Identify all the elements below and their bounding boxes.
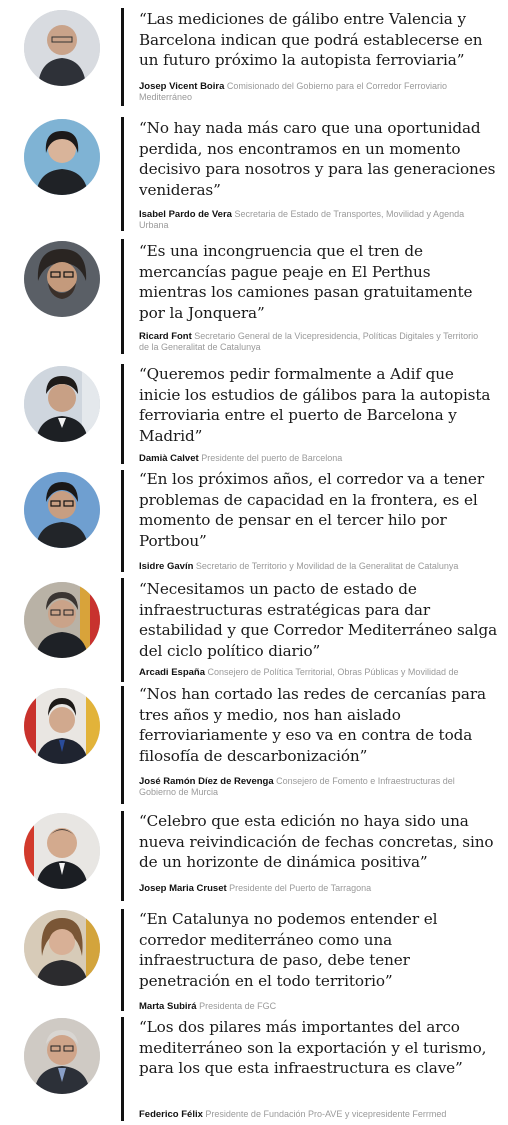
speaker-role: Presidente de Fundación Pro-AVE y vicepresidente Ferrmed (205, 1109, 447, 1119)
divider (121, 8, 124, 106)
quote-text: “Las mediciones de gálibo entre Valencia y Barcelona indican que podrá establecerse en un futuro próximo la autopista ferroviaria” (139, 10, 483, 69)
speaker-name: Damià Calvet (139, 453, 199, 464)
portrait-icon (24, 1018, 100, 1094)
divider (121, 117, 124, 231)
quote-item (0, 682, 508, 807)
divider (121, 1017, 124, 1121)
attribution (139, 883, 489, 894)
speaker-name: Isabel Pardo de Vera (139, 209, 232, 220)
divider (121, 470, 124, 572)
speaker-role: Presidente del puerto de Barcelona (201, 453, 343, 463)
speaker-name: Josep Vicent Boira (139, 81, 225, 92)
quote-item (0, 233, 508, 358)
divider (121, 811, 124, 901)
attribution (139, 209, 489, 231)
speaker-name: Federico Félix (139, 1109, 203, 1120)
speaker-role: Secretario General de la Vicepresidencia, Políticas Digitales y Territorio de la Generalitat de Catalunya (139, 331, 479, 352)
divider (121, 364, 124, 464)
speaker-name: Marta Subirá (139, 1001, 197, 1012)
attribution (139, 776, 489, 798)
attribution (139, 667, 489, 678)
speaker-name: Ricard Font (139, 331, 192, 342)
quote-text: “En Catalunya no podemos entender el corredor mediterráneo como una infraestructura de paso, debe tener penetración en el todo territorio” (139, 910, 438, 990)
attribution (139, 331, 489, 353)
quote-text: “En los próximos años, el corredor va a tener problemas de capacidad en la frontera, es el momento de pensar en el tercer hilo por Portbou” (139, 470, 484, 550)
quote-text: “Queremos pedir formalmente a Adif que inicie los estudios de gálibos para la autopista ferroviaria entre el puerto de Barcelona y Madrid” (139, 365, 491, 445)
quote-text: “No hay nada más caro que una oportunidad perdida, nos encontramos en un momento decisivo para nosotros y para las generaciones venideras” (139, 119, 496, 199)
attribution (139, 453, 489, 464)
speaker-role: Presidente del Puerto de Tarragona (229, 883, 372, 893)
speaker-role: Secretaria de Estado de Transportes, Movilidad y Agenda Urbana (139, 209, 465, 230)
portrait-icon (24, 688, 100, 764)
portrait-icon (24, 366, 100, 442)
portrait-icon (24, 119, 100, 195)
quote-item (0, 905, 508, 1013)
quote-text: “Necesitamos un pacto de estado de infraestructuras estratégicas para dar estabilidad y que Corredor Mediterráneo salga del ciclo político diario” (139, 580, 498, 660)
speaker-role: Secretario de Territorio y Movilidad de la Generalitat de Catalunya (195, 561, 459, 571)
divider (121, 909, 124, 1011)
quote-item (0, 574, 508, 682)
speaker-name: Arcadi España (139, 667, 205, 678)
divider (121, 686, 124, 804)
quote-text: “Los dos pilares más importantes del arco mediterráneo son la exportación y el turismo, para los que esta infraestructura es clave” (139, 1018, 487, 1077)
speaker-name: José Ramón Díez de Revenga (139, 776, 274, 787)
attribution (139, 1001, 489, 1012)
speaker-name: Josep Maria Cruset (139, 883, 227, 894)
divider (121, 239, 124, 354)
portrait-icon (24, 813, 100, 889)
divider (121, 578, 124, 682)
speaker-role: Presidenta de FGC (199, 1001, 277, 1011)
quote-text: “Es una incongruencia que el tren de mercancías pague peaje en El Perthus mientras los camiones pasan gratuitamente por la Jonquera” (139, 242, 473, 322)
attribution (139, 81, 489, 103)
portrait-icon (24, 582, 100, 658)
speaker-role: Consejero de Política Territorial, Obras Públicas y Movilidad de (207, 667, 459, 677)
quote-item (0, 1013, 508, 1125)
quote-item (0, 358, 508, 466)
quote-item (0, 0, 508, 108)
quote-text: “Celebro que esta edición no haya sido una nueva reivindicación de fechas concretas, sino de un horizonte de dinámica positiva” (139, 812, 494, 871)
quote-text: “Nos han cortado las redes de cercanías para tres años y medio, nos han aislado ferroviariamente y eso va en contra de toda filosofía de descarbonización” (139, 685, 486, 765)
portrait-icon (24, 472, 100, 548)
quote-item (0, 807, 508, 905)
speaker-name: Isidre Gavín (139, 561, 194, 572)
quote-item (0, 108, 508, 233)
attribution (139, 561, 489, 572)
attribution-clip (139, 667, 489, 678)
attribution (139, 1109, 489, 1120)
quote-item (0, 466, 508, 574)
speaker-role: Comisionado del Gobierno para el Corredor Ferroviario Mediterráneo (139, 81, 447, 102)
portrait-icon (24, 241, 100, 317)
portrait-icon (24, 10, 100, 86)
speaker-role: Consejero de Fomento e Infraestructuras del Gobierno de Murcia (139, 776, 455, 797)
portrait-icon (24, 910, 100, 986)
